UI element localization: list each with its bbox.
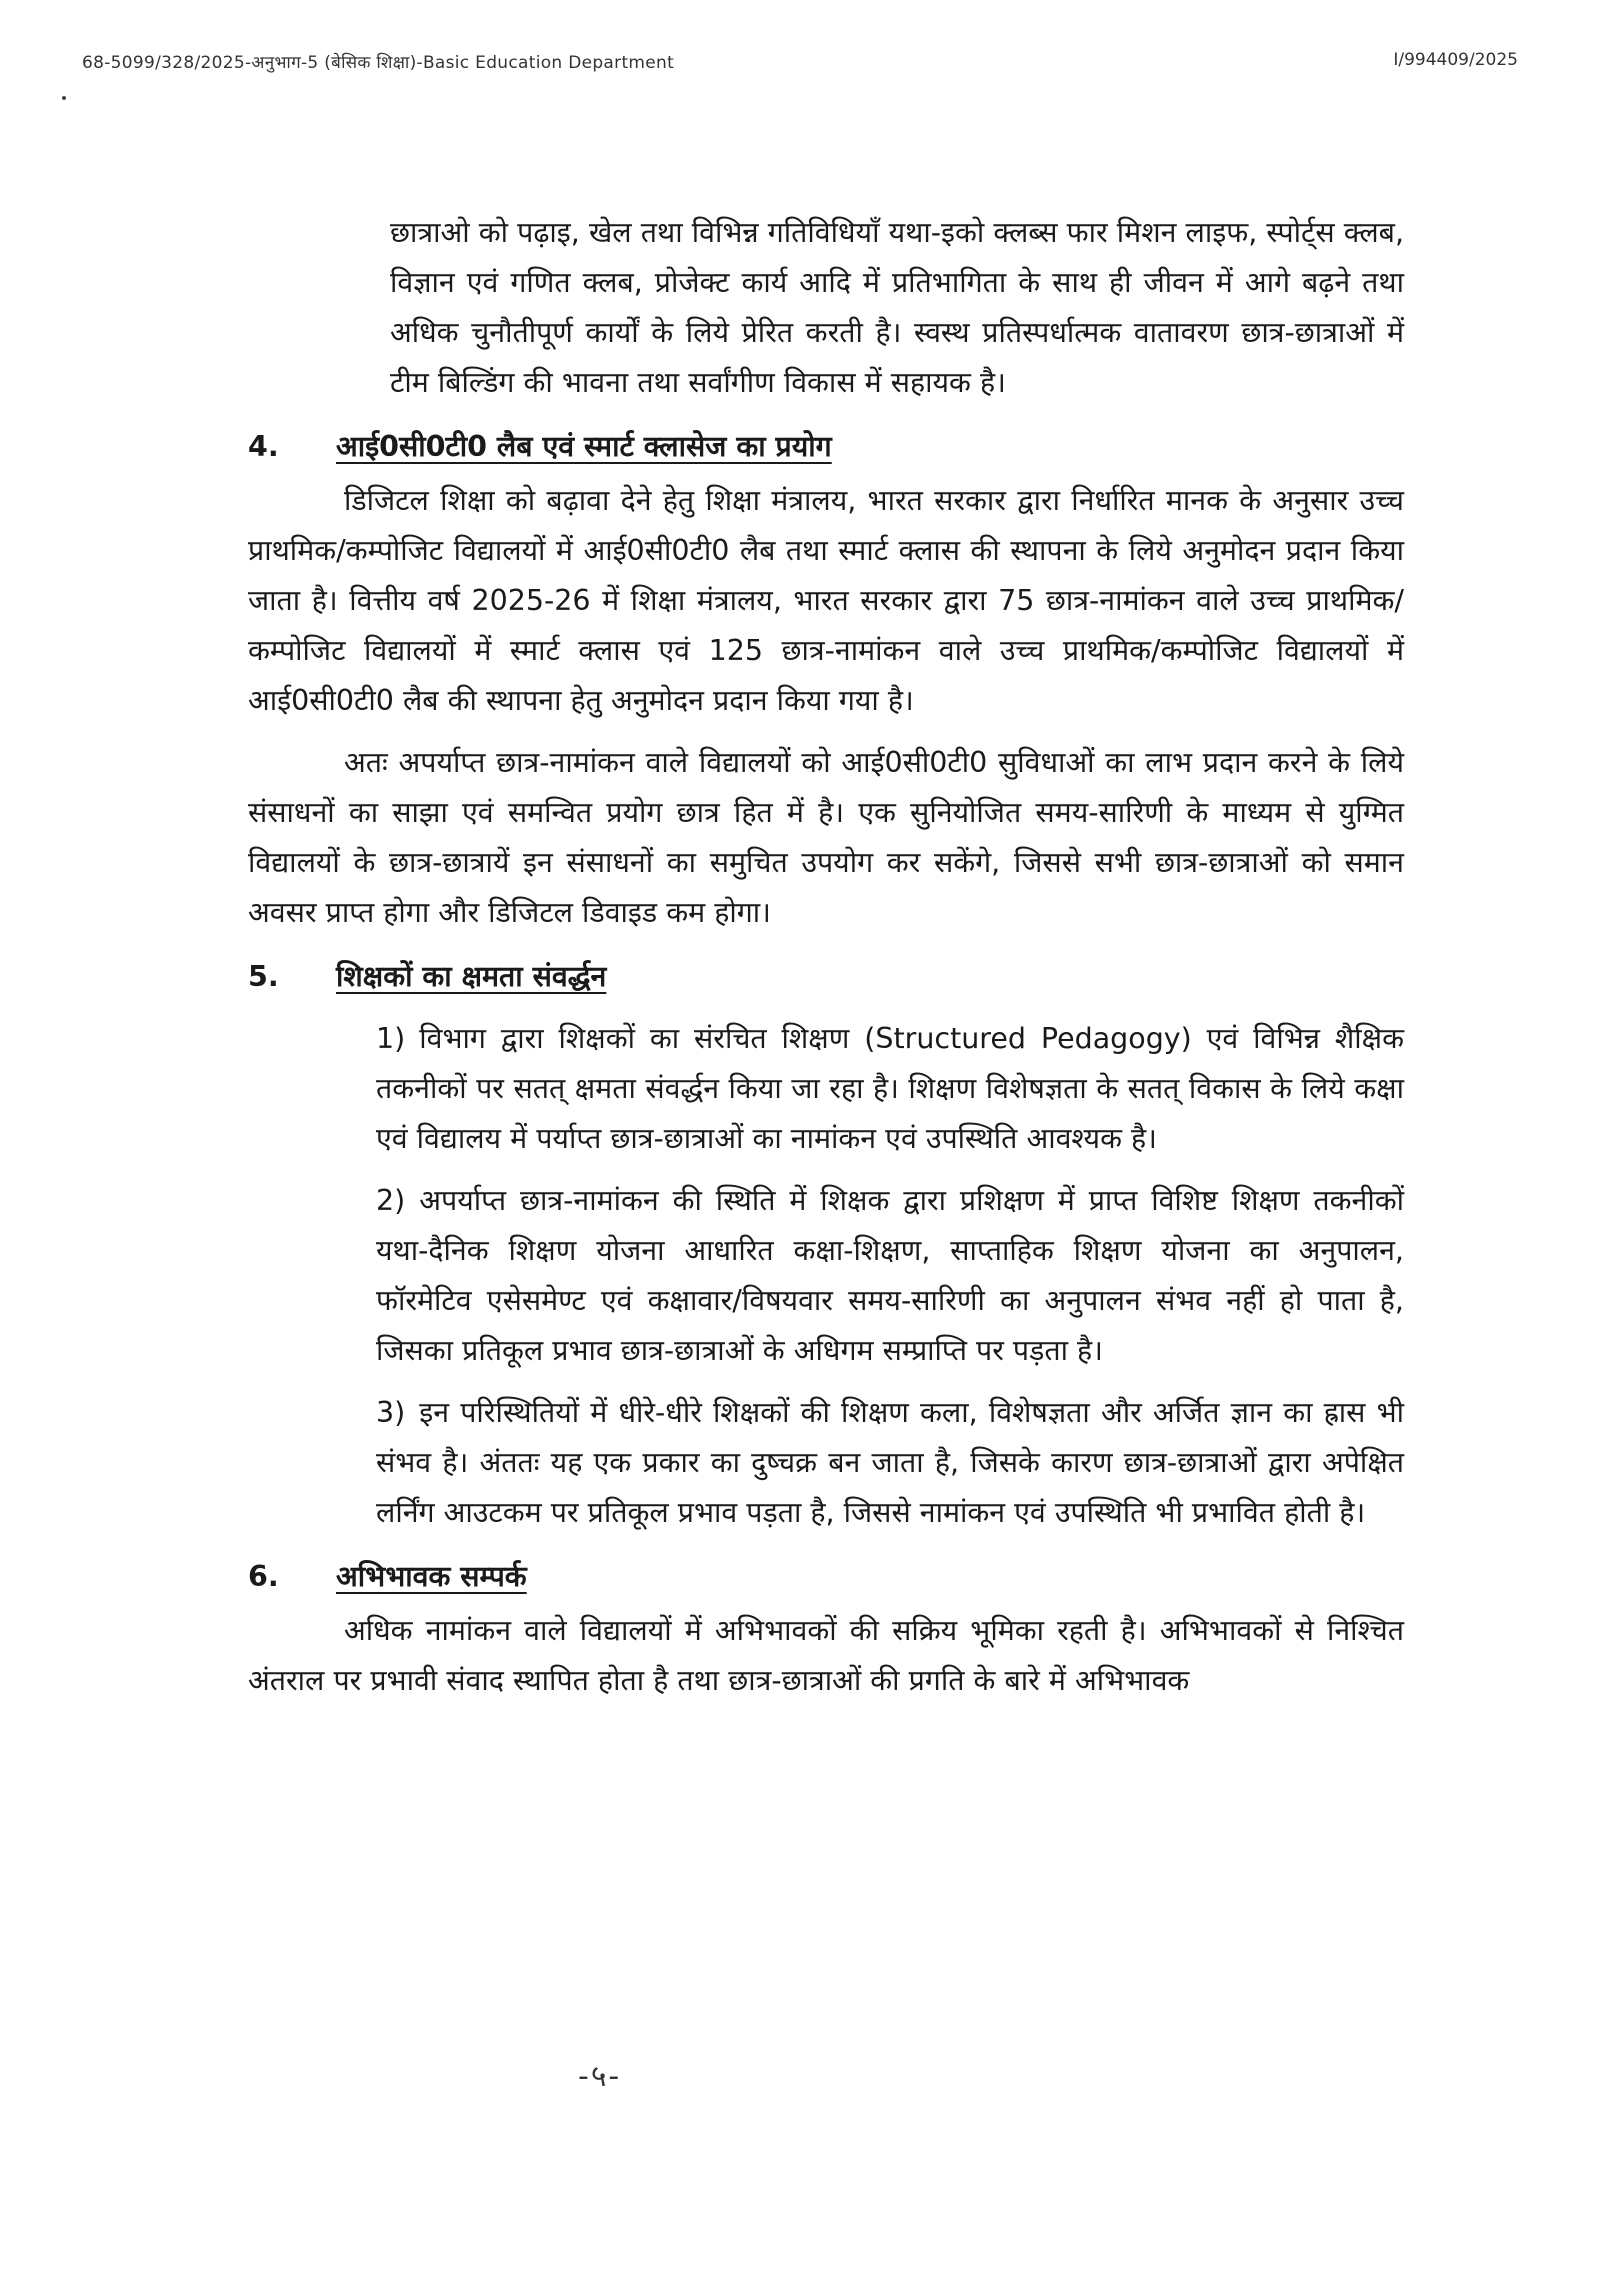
list-item-text: अपर्याप्त छात्र-नामांकन की स्थिति में शिक्षक द्वारा प्रशिक्षण में प्राप्त विशिष्ट शिक्षण तकनीकों यथा-दैनिक शिक्षण योजना आधारित कक्षा-शिक्षण, साप्ताहिक शिक्षण योजना का अनुपालन, फॉरमेटिव एसेसमेण्ट एवं कक्षावार/विषयवार समय-सारिणी का अनुपालन संभव नहीं हो पाता है, जिसका प्रतिकूल प्रभाव छात्र-छात्राओं के अधिगम सम्प्राप्ति पर पड़ता है।: [376, 1184, 1404, 1367]
list-item-1: [376, 1014, 1404, 1164]
document-body: [248, 208, 1404, 1706]
section-6-paragraph-1: अधिक नामांकन वाले विद्यालयों में अभिभावकों की सक्रिय भूमिका रहती है। अभिभावकों से निश्चित अंतराल पर प्रभावी संवाद स्थापित होता है तथा छात्र-छात्राओं की प्रगति के बारे में अभिभावक: [248, 1614, 1404, 1697]
intro-paragraph: छात्राओ को पढ़ाइ, खेल तथा विभिन्न गतिविधियाँ यथा-इको क्लब्स फार मिशन लाइफ, स्पोर्ट्स क्लब, विज्ञान एवं गणित क्लब, प्रोजेक्ट कार्य आदि में प्रतिभागिता के साथ ही जीवन में आगे बढ़ने तथा अधिक चुनौतीपूर्ण कार्यों के लिये प्रेरित करती है। स्वस्थ प्रतिस्पर्धात्मक वातावरण छात्र-छात्राओं में टीम बिल्डिंग की भावना तथा सर्वांगीण विकास में सहायक है।: [390, 216, 1404, 399]
scan-speck: [62, 96, 66, 100]
list-item-3: [376, 1388, 1404, 1538]
section-title: आई0सी0टी0 लैब एवं स्मार्ट क्लासेज का प्रयोग: [336, 430, 832, 463]
section-number: 6.: [248, 1560, 279, 1593]
section-6-heading: [248, 1552, 1404, 1602]
list-item-number: 3): [376, 1396, 406, 1429]
list-item-number: 2): [376, 1184, 406, 1217]
section-title: शिक्षकों का क्षमता संवर्द्धन: [336, 960, 607, 993]
section-title: अभिभावक सम्पर्क: [336, 1560, 527, 1593]
section-number: 5.: [248, 960, 279, 993]
section-4-heading: [248, 422, 1404, 472]
section-5-heading: [248, 952, 1404, 1002]
section-number: 4.: [248, 430, 279, 463]
list-item-text: इन परिस्थितियों में धीरे-धीरे शिक्षकों की शिक्षण कला, विशेषज्ञता और अर्जित ज्ञान का ह्रास भी संभव है। अंततः यह एक प्रकार का दुष्चक्र बन जाता है, जिसके कारण छात्र-छात्राओं द्वारा अपेक्षित लर्निंग आउटकम पर प्रतिकूल प्रभाव पड़ता है, जिससे नामांकन एवं उपस्थिति भी प्रभावित होती है।: [376, 1396, 1404, 1529]
list-item-text: विभाग द्वारा शिक्षकों का संरचित शिक्षण (Structured Pedagogy) एवं विभिन्न शैक्षिक तकनीकों पर सतत् क्षमता संवर्द्धन किया जा रहा है। शिक्षण विशेषज्ञता के सतत् विकास के लिये कक्षा एवं विद्यालय में पर्याप्त छात्र-छात्राओं का नामांकन एवं उपस्थिति आवश्यक है।: [376, 1022, 1404, 1155]
section-4-paragraph-1: डिजिटल शिक्षा को बढ़ावा देने हेतु शिक्षा मंत्रालय, भारत सरकार द्वारा निर्धारित मानक के अनुसार उच्च प्राथमिक/कम्पोजिट विद्यालयों में आई0सी0टी0 लैब तथा स्मार्ट क्लास की स्थापना के लिये अनुमोदन प्रदान किया जाता है। वित्तीय वर्ष 2025-26 में शिक्षा मंत्रालय, भारत सरकार द्वारा 75 छात्र-नामांकन वाले उच्च प्राथमिक/कम्पोजिट विद्यालयों में स्मार्ट क्लास एवं 125 छात्र-नामांकन वाले उच्च प्राथमिक/कम्पोजिट विद्यालयों में आई0सी0टी0 लैब की स्थापना हेतु अनुमोदन प्रदान किया गया है।: [248, 484, 1404, 717]
file-number: I/994409/2025: [1393, 50, 1518, 70]
document-reference: 68-5099/328/2025-अनुभाग-5 (बेसिक शिक्षा)-Basic Education Department: [82, 53, 675, 73]
list-item-number: 1): [376, 1022, 406, 1055]
section-4-paragraph-2: अतः अपर्याप्त छात्र-नामांकन वाले विद्यालयों को आई0सी0टी0 सुविधाओं का लाभ प्रदान करने के लिये संसाधनों का साझा एवं समन्वित प्रयोग छात्र हित में है। एक सुनियोजित समय-सारिणी के माध्यम से युग्मित विद्यालयों के छात्र-छात्रायें इन संसाधनों का समुचित उपयोग कर सकेंगे, जिससे सभी छात्र-छात्राओं को समान अवसर प्राप्त होगा और डिजिटल डिवाइड कम होगा।: [248, 746, 1404, 929]
list-item-2: [376, 1176, 1404, 1376]
page-number: -५-: [578, 2059, 622, 2094]
